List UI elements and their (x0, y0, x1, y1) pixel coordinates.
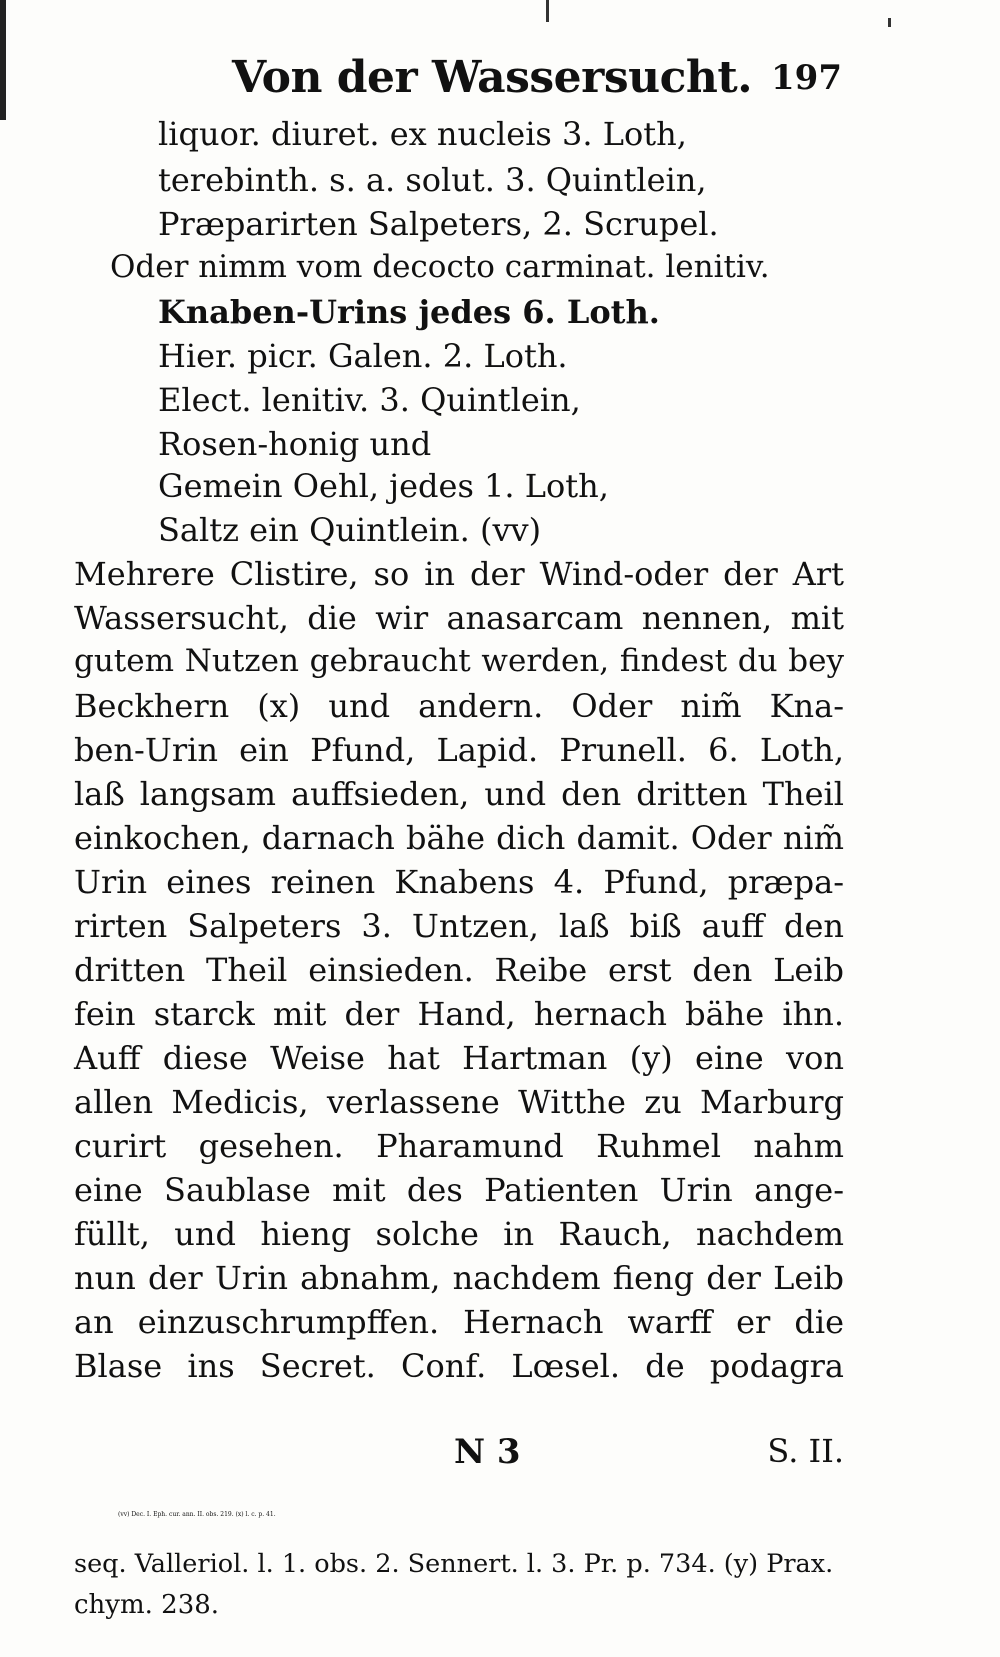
body-line: Blase ins Secret. Conf. Lœsel. de podagra (74, 1347, 844, 1385)
signature-line (74, 1432, 844, 1472)
body-line: eine Saublase mit des Patienten Urin ange- (74, 1171, 844, 1209)
ink-speck (546, 0, 549, 22)
body-line: Urin eines reinen Knabens 4. Pfund, præpa- (74, 863, 844, 901)
footnote-line: chym. 238. (74, 1590, 220, 1620)
recipe-line: Rosen-honig und (158, 425, 432, 463)
recipe-line: Præparirten Salpeters, 2. Scrupel. (158, 205, 719, 243)
body-line: allen Medicis, verlassene Witthe zu Marburg (74, 1083, 844, 1121)
page-edge-shadow (0, 0, 6, 120)
recipe-line: Hier. picr. Galen. 2. Loth. (158, 337, 568, 375)
body-line: curirt gesehen. Pharamund Ruhmel nahm (74, 1127, 844, 1165)
body-line: laß langsam auffsieden, und den dritten Theil (74, 775, 844, 813)
footnote-line: (vv) Dec. I. Eph. cur. ann. II. obs. 219. (x) l. c. p. 41. (118, 1511, 276, 1518)
running-head: Von der Wassersucht. (232, 52, 753, 103)
body-line: rirten Salpeters 3. Untzen, laß biß auff den (74, 907, 844, 945)
recipe-line: Elect. lenitiv. 3. Quintlein, (158, 381, 581, 419)
recipe-line: Oder nimm vom decocto carminat. lenitiv. (110, 249, 770, 285)
recipe-line: Knaben-Urins jedes 6. Loth. (158, 293, 660, 331)
body-line: Wassersucht, die wir anasarcam nennen, mit (74, 599, 844, 637)
catchword: S. II. (767, 1432, 844, 1470)
body-line: dritten Theil einsieden. Reibe erst den Leib (74, 951, 844, 989)
footnote-line: seq. Valleriol. l. 1. obs. 2. Sennert. l. 3. Pr. p. 734. (y) Prax. (74, 1549, 834, 1579)
recipe-line: terebinth. s. a. solut. 3. Quintlein, (158, 161, 707, 199)
body-line: gutem Nutzen gebraucht werden, findest du bey (74, 643, 844, 679)
recipe-line: liquor. diuret. ex nucleis 3. Loth, (158, 115, 687, 153)
body-line: Mehrere Clistire, so in der Wind-oder der Art (74, 555, 844, 593)
body-line: ben-Urin ein Pfund, Lapid. Prunell. 6. Loth, (74, 731, 844, 769)
recipe-line: Gemein Oehl, jedes 1. Loth, (158, 467, 609, 505)
body-line: an einzuschrumpffen. Hernach warff er die (74, 1303, 844, 1341)
printer-signature: N 3 (454, 1432, 521, 1472)
ink-speck (888, 18, 891, 27)
body-line: Beckhern (x) und andern. Oder nim̃ Kna- (74, 687, 844, 725)
body-line: nun der Urin abnahm, nachdem fieng der Leib (74, 1259, 844, 1297)
recipe-line: Saltz ein Quintlein. (vv) (158, 511, 542, 549)
page-number: 197 (771, 58, 842, 98)
body-line: füllt, und hieng solche in Rauch, nachdem (74, 1215, 844, 1253)
body-line: einkochen, darnach bähe dich damit. Oder nim̃ (74, 819, 844, 857)
body-line: Auff diese Weise hat Hartman (y) eine von (74, 1039, 844, 1077)
body-line: fein starck mit der Hand, hernach bähe ihn. (74, 995, 844, 1033)
page-header (232, 52, 842, 112)
